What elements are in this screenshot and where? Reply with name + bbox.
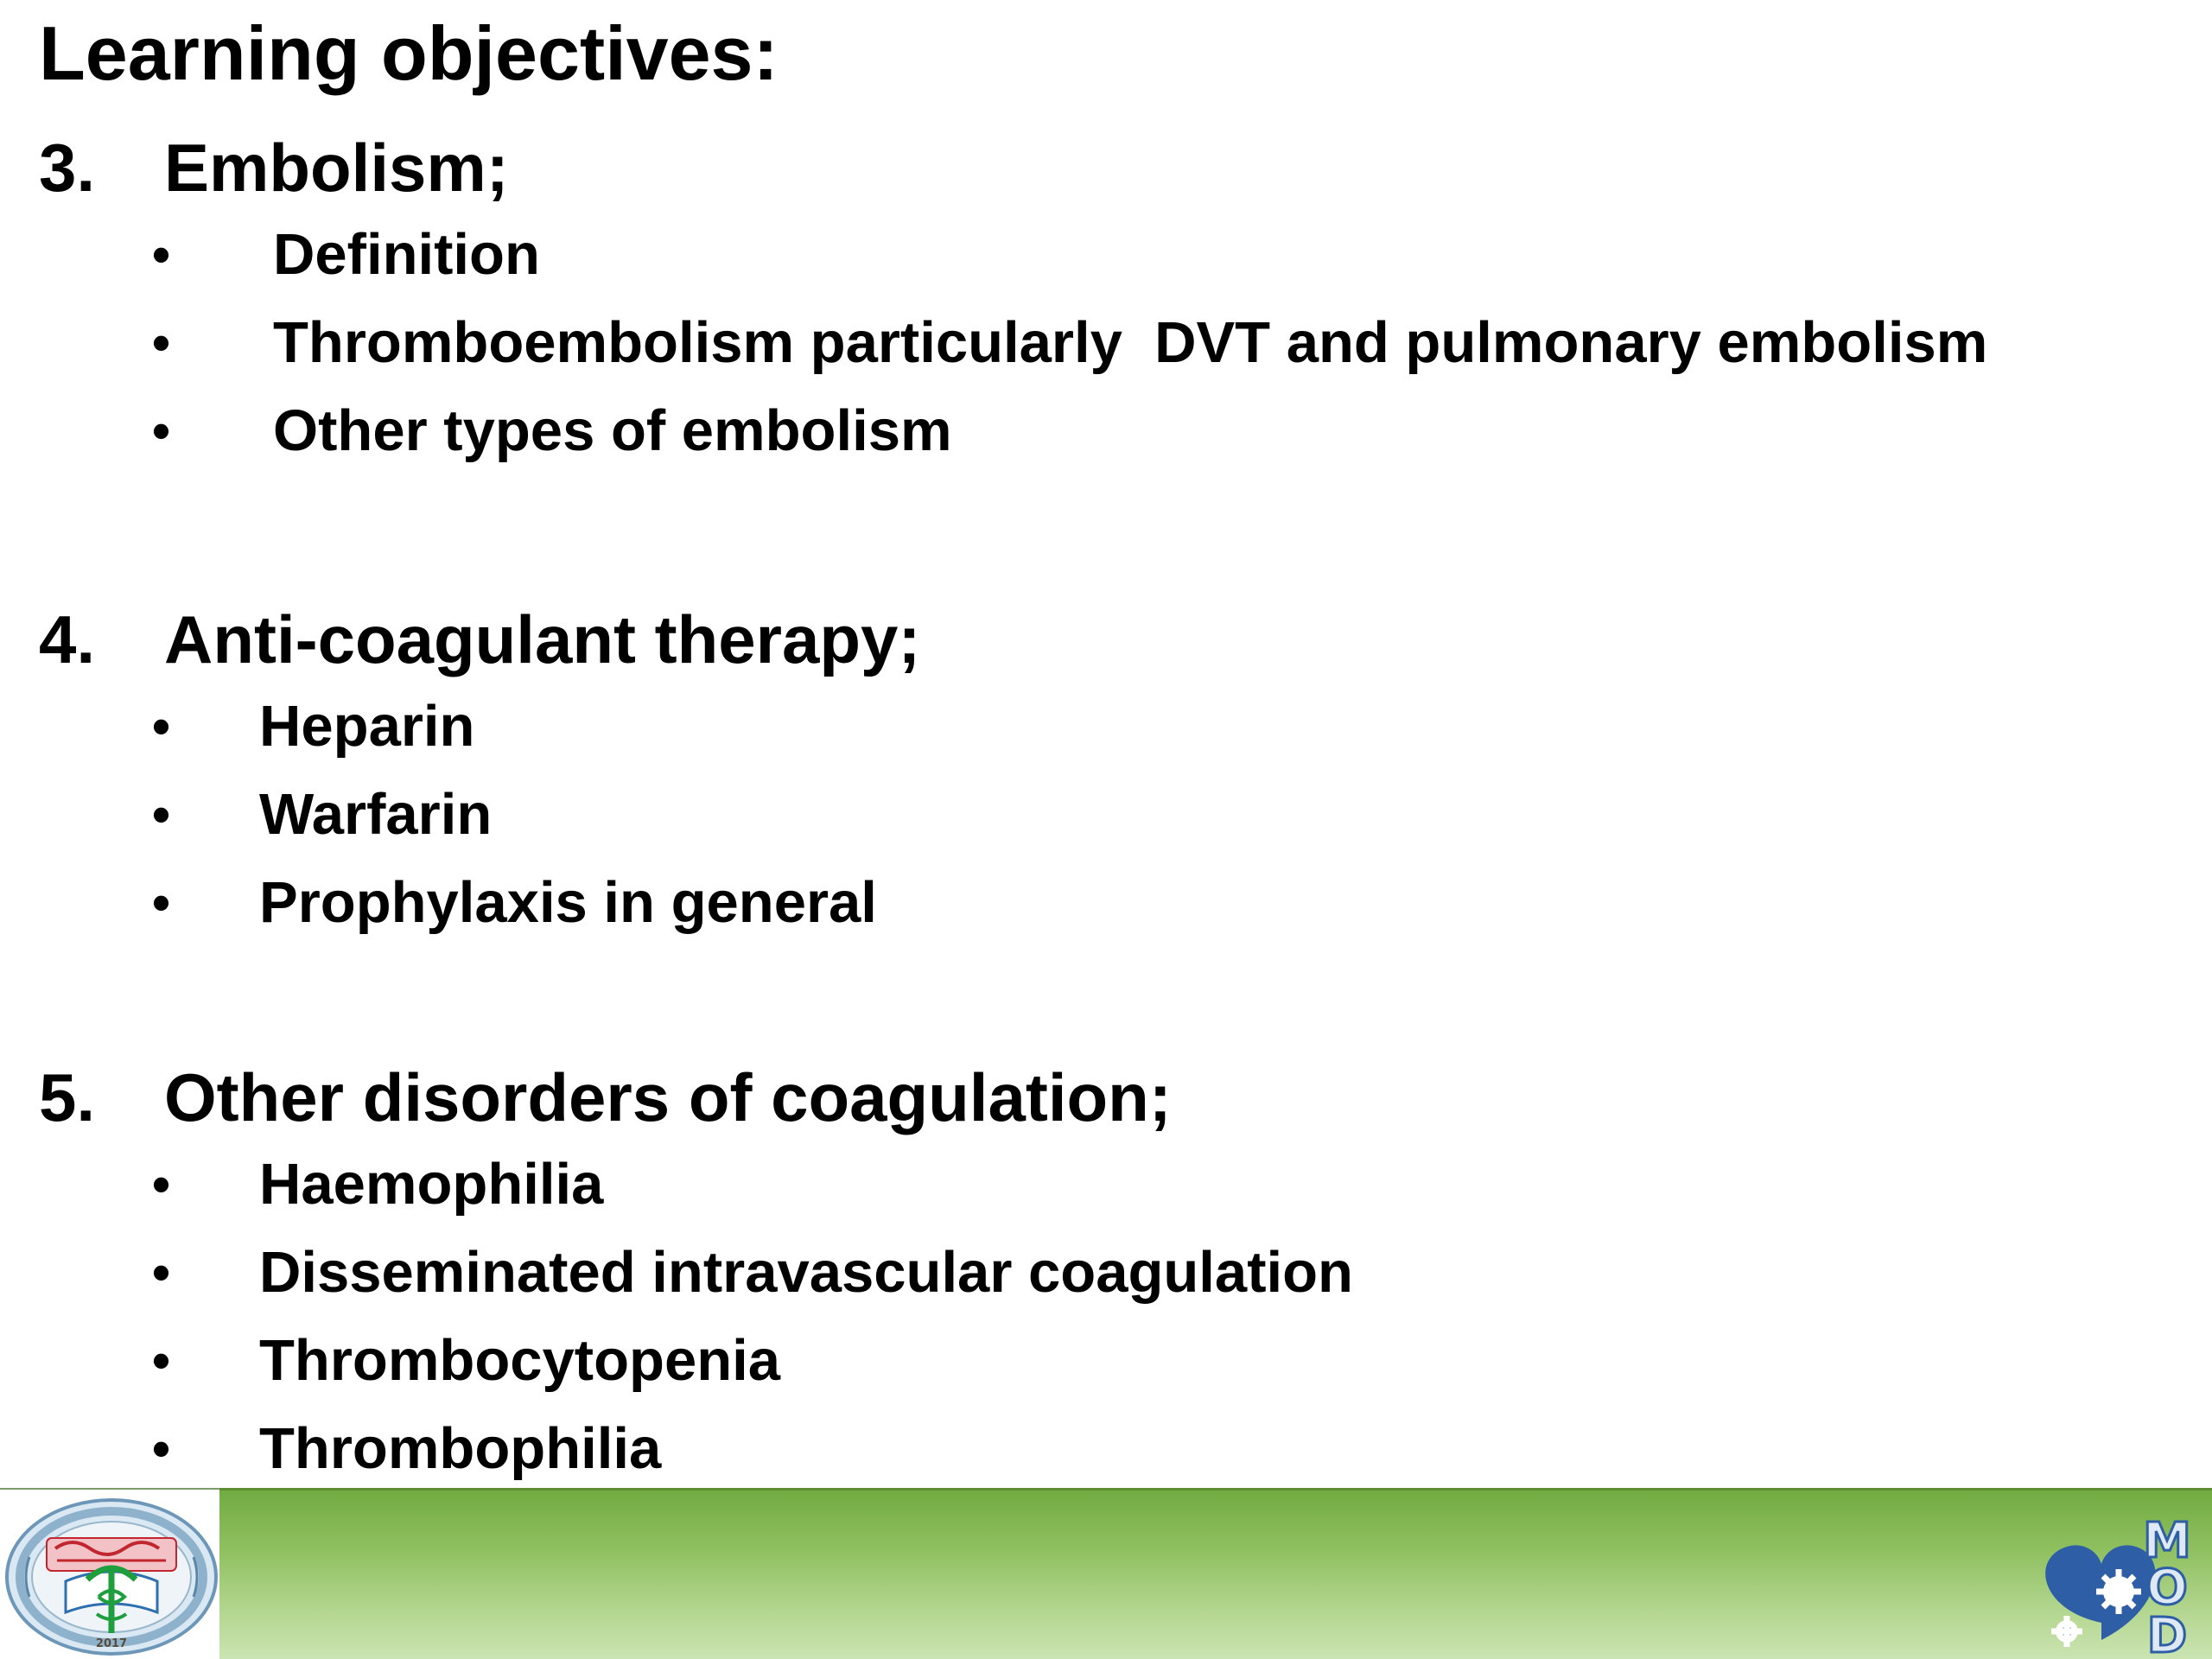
- bullet-list: [0, 683, 2212, 947]
- bullet-icon: •: [152, 402, 171, 460]
- section-anticoagulant-therapy: [0, 596, 2212, 947]
- list-item: [0, 1405, 2212, 1493]
- list-item-text: Thrombocytopenia: [259, 1328, 781, 1393]
- list-item-text: Other types of embolism: [273, 398, 952, 463]
- bullet-icon: •: [152, 1243, 171, 1301]
- bullet-icon: •: [152, 697, 171, 755]
- logo-letter-m: M: [2143, 1513, 2191, 1569]
- footer-green-band: [219, 1488, 2212, 1659]
- list-item: [0, 211, 2212, 299]
- list-item-text: Thromboembolism particularly DVT and pulmonary embolism: [273, 310, 1988, 375]
- list-item-text: Warfarin: [259, 782, 493, 847]
- bullet-icon: •: [152, 785, 171, 843]
- bullet-icon: •: [152, 314, 171, 372]
- slide-title: Learning objectives:: [39, 10, 779, 96]
- list-item-text: Prophylaxis in general: [259, 870, 877, 935]
- section-heading: [0, 124, 2212, 211]
- list-item-text: Haemophilia: [259, 1152, 604, 1217]
- section-label: Other disorders of coagulation;: [164, 1059, 1172, 1135]
- bullet-icon: •: [152, 226, 171, 283]
- section-number: 5.: [39, 1059, 96, 1135]
- list-item: [0, 683, 2212, 771]
- mod-logo-icon: [2022, 1510, 2203, 1659]
- list-item: [0, 1229, 2212, 1317]
- section-coagulation-disorders: [0, 1054, 2212, 1493]
- bullet-icon: •: [152, 1155, 171, 1213]
- list-item: [0, 299, 2212, 387]
- bullet-icon: •: [152, 874, 171, 931]
- list-item: [0, 1141, 2212, 1229]
- bullet-list: [0, 211, 2212, 475]
- section-label: Embolism;: [164, 130, 509, 206]
- university-seal-icon: [3, 1497, 219, 1657]
- bullet-list: [0, 1141, 2212, 1493]
- list-item: [0, 1317, 2212, 1405]
- list-item: [0, 859, 2212, 947]
- list-item: [0, 771, 2212, 859]
- slide-footer: [0, 1488, 2212, 1659]
- list-item-text: Disseminated intravascular coagulation: [259, 1240, 1353, 1305]
- logo-letter-d: D: [2146, 1608, 2188, 1659]
- section-label: Anti-coagulant therapy;: [164, 601, 921, 677]
- seal-year: 2017: [95, 1637, 128, 1650]
- list-item-text: Thrombophilia: [259, 1416, 662, 1481]
- section-heading: [0, 596, 2212, 683]
- section-number: 4.: [39, 601, 96, 677]
- section-number: 3.: [39, 130, 96, 206]
- list-item-text: Definition: [273, 222, 540, 287]
- list-item-text: Heparin: [259, 694, 475, 759]
- logo-letter-o: O: [2146, 1560, 2188, 1616]
- footer-seal-panel: [0, 1488, 219, 1659]
- section-embolism: [0, 124, 2212, 475]
- bullet-icon: •: [152, 1420, 171, 1478]
- list-item: [0, 387, 2212, 475]
- section-heading: [0, 1054, 2212, 1141]
- bullet-icon: •: [152, 1332, 171, 1389]
